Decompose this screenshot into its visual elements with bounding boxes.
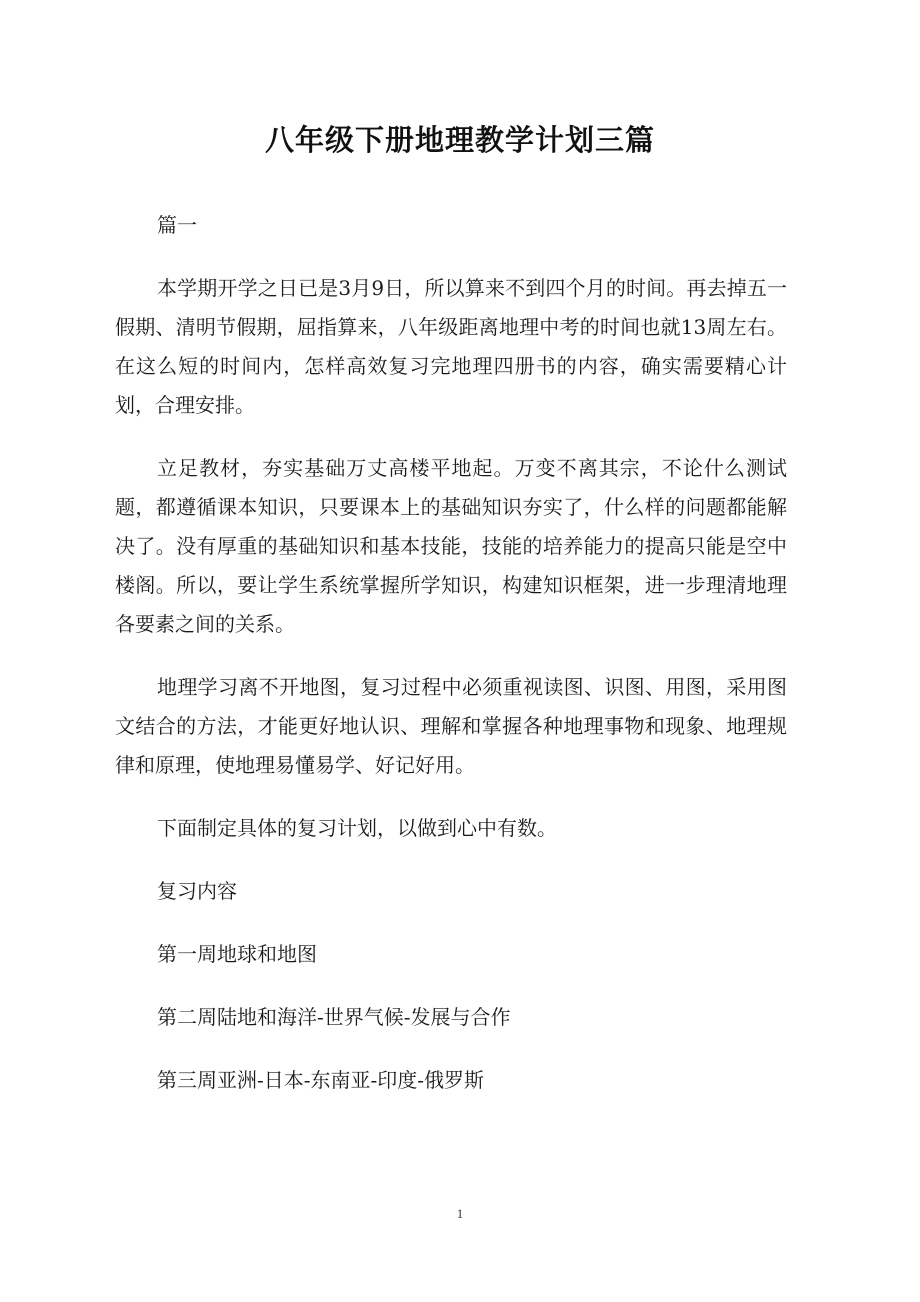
document-body <box>115 206 787 1100</box>
body-paragraph: 地理学习离不开地图，复习过程中必须重视读图、识图、用图，采用图文结合的方法，才能更好地认识、理解和掌握各种地理事物和现象、地理规律和原理，使地理易懂易学、好记好用。 <box>115 675 787 777</box>
week-plan-item: 第二周陆地和海洋-世界气候-发展与合作 <box>157 1005 511 1029</box>
page-number: 1 <box>456 1206 464 1221</box>
body-paragraph: 本学期开学之日已是3月9日，所以算来不到四个月的时间。再去掉五一假期、清明节假期，屈指算来，八年级距离地理中考的时间也就13周左右。在这么短的时间内，怎样高效复习完地理四册书的内容，确实需要精心计划，合理安排。 <box>115 276 787 417</box>
section-heading: 篇一 <box>157 213 197 237</box>
document-title: 八年级下册地理教学计划三篇 <box>264 123 655 157</box>
week-plan-item: 第一周地球和地图 <box>157 942 317 966</box>
body-paragraph: 立足教材，夯实基础万丈高楼平地起。万变不离其宗，不论什么测试题，都遵循课本知识，只要课本上的基础知识夯实了，什么样的问题都能解决了。没有厚重的基础知识和基本技能，技能的培养能力的提高只能是空中楼阁。所以，要让学生系统掌握所学知识，构建知识框架，进一步理清地理各要素之间的关系。 <box>115 456 787 636</box>
week-plan-item: 第三周亚洲-日本-东南亚-印度-俄罗斯 <box>157 1068 485 1092</box>
review-content-heading: 复习内容 <box>157 879 237 903</box>
body-paragraph: 下面制定具体的复习计划，以做到心中有数。 <box>157 816 557 840</box>
